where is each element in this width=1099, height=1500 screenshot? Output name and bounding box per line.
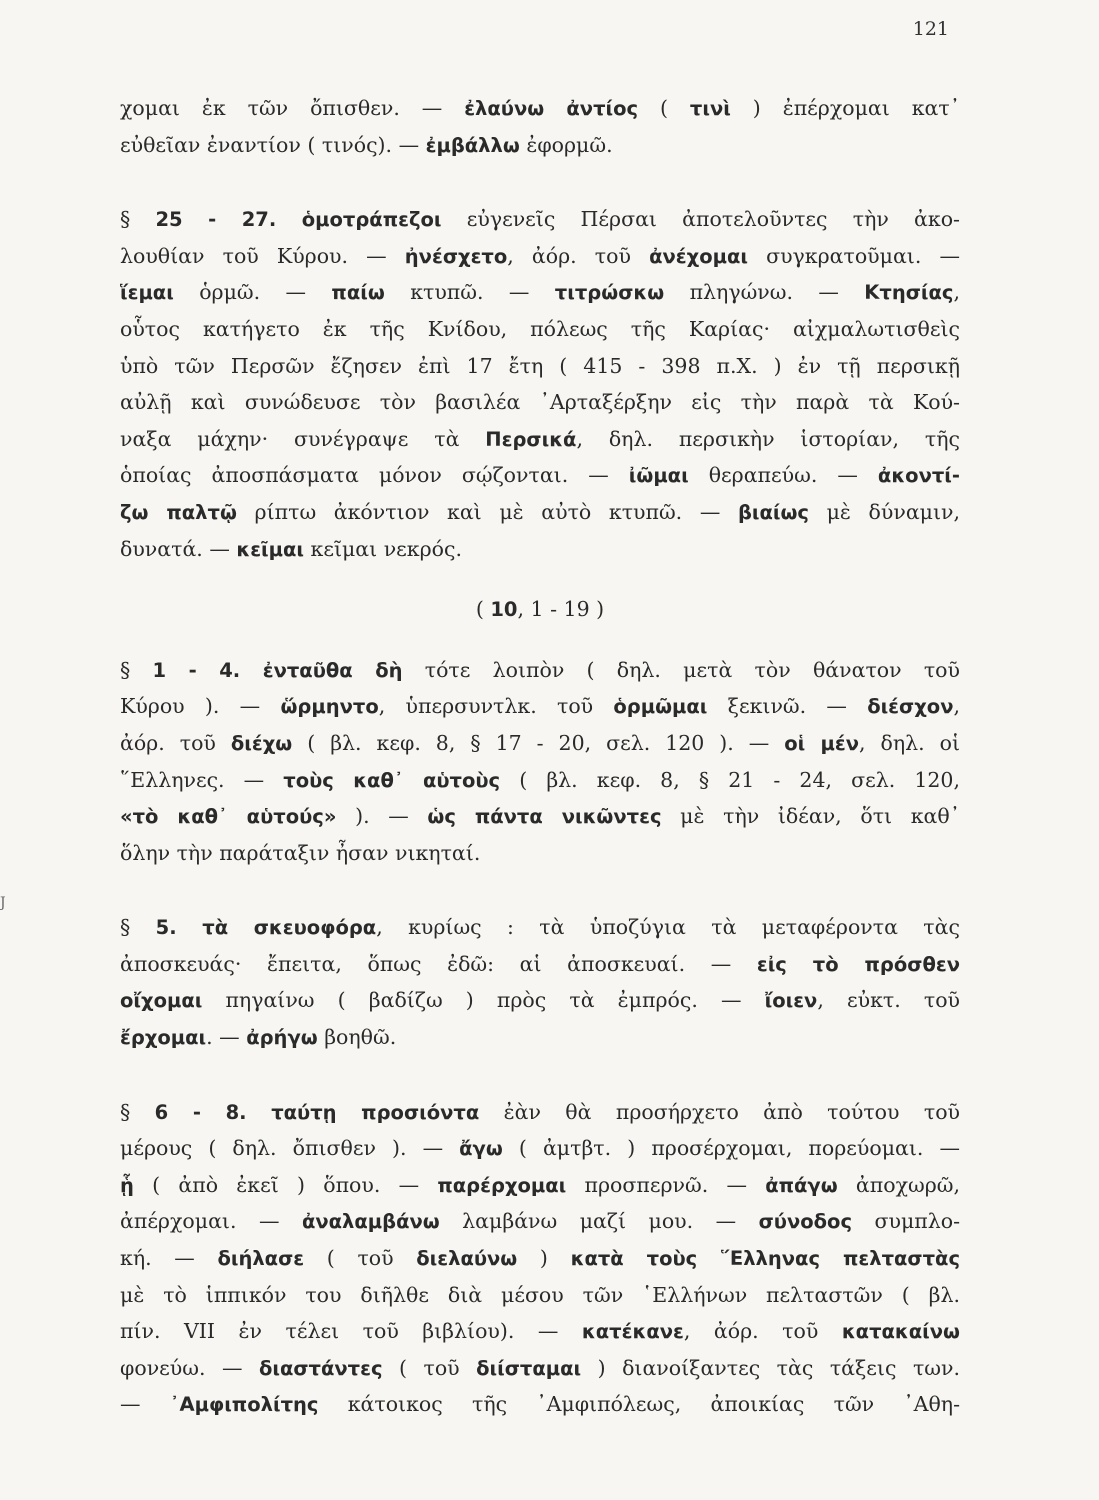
text-run: μὲ τὸ ἱππικόν του διῆλθε διὰ μέσου τῶν ῾Ελλήνων πελταστῶν ( βλ. xyxy=(120,1282,960,1307)
text-run: μὲ δύναμιν, xyxy=(809,499,960,524)
headword: 5. τὰ σκευοφόρα xyxy=(155,916,377,940)
headword: ἀναλαμβάνω xyxy=(301,1210,440,1234)
text-run: ἀπέρχομαι. — xyxy=(120,1209,302,1234)
headword: τοὺς καθ᾿ αὑτοὺς xyxy=(283,768,501,792)
text-line xyxy=(120,762,960,799)
headword: ἀνέχομαι xyxy=(649,244,748,268)
headword: 10 xyxy=(490,598,518,622)
text-run: , xyxy=(953,280,960,305)
text-line xyxy=(120,835,960,872)
text-line xyxy=(120,90,960,127)
text-run: χομαι ἐκ τῶν ὄπισθεν. — xyxy=(120,96,465,120)
text-run: ( τοῦ xyxy=(304,1246,417,1271)
headword: διήλασε xyxy=(217,1247,305,1271)
text-run: δυνατά. — xyxy=(120,536,237,561)
text-run: , ὑπερσυντλκ. τοῦ xyxy=(378,694,614,719)
headword: ἀπάγω xyxy=(765,1173,838,1197)
text-run: , xyxy=(953,694,960,719)
headword: οἴχομαι xyxy=(120,989,203,1013)
text-line xyxy=(120,1386,960,1423)
text-run: § xyxy=(120,207,156,232)
margin-mark: J xyxy=(0,895,6,911)
headword: διαστάντες xyxy=(258,1356,383,1380)
text-run: § xyxy=(120,657,153,682)
text-line xyxy=(120,946,960,983)
headword: ὡς πάντα νικῶντες xyxy=(427,805,662,829)
text-run: ἀποχωρῶ, xyxy=(837,1172,960,1197)
text-run: — xyxy=(120,1392,170,1417)
headword: ᾗ xyxy=(120,1173,134,1197)
text-line xyxy=(120,238,960,275)
text-run: , 1 - 19 ) xyxy=(517,597,605,622)
headword: Περσικά xyxy=(485,427,577,451)
headword: βιαίως xyxy=(737,500,809,524)
headword: ἵεμαι xyxy=(120,281,174,305)
text-run: μὲ τὴν ἰδέαν, ὅτι καθ᾿ xyxy=(661,804,960,829)
text-run: συγκρατοῦμαι. — xyxy=(747,243,960,268)
text-run: αὐλῇ καὶ συνώδευσε τὸν βασιλέα ᾿Αρταξέρξην εἰς τὴν παρὰ τὰ Κού- xyxy=(120,390,960,415)
text-run: ὑπὸ τῶν Περσῶν ἔζησεν ἐπὶ 17 ἔτη ( 415 - 398 π.Χ. ) ἐν τῇ περσικῇ xyxy=(120,353,960,378)
headword: παίω xyxy=(331,281,385,305)
headword: ὥρμηντο xyxy=(280,695,379,719)
headword: ἠνέσχετο xyxy=(404,244,508,268)
text-line xyxy=(120,1094,960,1131)
headword: 6 - 8. ταύτῃ προσιόντα xyxy=(154,1100,480,1124)
text-line xyxy=(120,982,960,1019)
text-line xyxy=(120,725,960,762)
text-run: πίν. VII ἐν τέλει τοῦ βιβλίου). — xyxy=(120,1319,582,1344)
headword: «τὸ καθ᾿ αὑτούς» xyxy=(120,805,337,829)
text-line xyxy=(120,457,960,494)
headword: τινὶ xyxy=(689,97,731,120)
text-run: εὐθεῖαν ἐναντίον ( τινός). — xyxy=(120,132,426,157)
text-run: πληγώνω. — xyxy=(664,280,865,305)
text-run: λαμβάνω μαζί μου. — xyxy=(439,1209,759,1234)
text-run: ( ἀμτβτ. ) προσέρχομαι, πορεύομαι. — xyxy=(502,1136,960,1161)
text-line xyxy=(120,1240,960,1277)
text-run: ( ἀπὸ ἐκεῖ ) ὅπου. — xyxy=(133,1172,438,1197)
text-line xyxy=(120,531,960,568)
text-run: ῞Ελληνες. — xyxy=(120,767,284,792)
text-line xyxy=(120,494,960,531)
text-line xyxy=(120,348,960,385)
text-run: ) xyxy=(517,1246,571,1271)
headword: ἀρήγω xyxy=(246,1026,318,1050)
text-run: οὗτος κατήγετο ἐκ τῆς Κνίδου, πόλεως τῆς Καρίας· αἰχμαλωτισθεὶς xyxy=(120,316,960,341)
text-run: λουθίαν τοῦ Κύρου. — xyxy=(120,243,405,268)
text-run: § xyxy=(120,1099,155,1124)
headword: ἐμβάλλω xyxy=(425,133,520,157)
headword: τιτρώσκω xyxy=(554,281,665,305)
headword: εἰς τὸ πρόσθεν xyxy=(756,952,960,976)
text-run: , δηλ. περσικὴν ἱστορίαν, τῆς xyxy=(576,426,960,451)
text-line xyxy=(120,127,960,164)
headword: σύνοδος xyxy=(758,1210,853,1234)
text-run: κάτοικος τῆς ᾿Αμφιπόλεως, ἀποικίας τῶν ᾿Αθη- xyxy=(318,1392,960,1417)
text-line xyxy=(120,1277,960,1314)
page-number: 121 xyxy=(912,18,949,40)
text-run: κεῖμαι νεκρός. xyxy=(304,536,462,561)
headword: ὁρμῶμαι xyxy=(613,695,708,719)
text-line xyxy=(120,688,960,725)
text-run: , ἀόρ. τοῦ xyxy=(683,1319,842,1344)
text-run: φονεύω. — xyxy=(120,1355,259,1380)
headword: ἰῶμαι xyxy=(628,464,689,488)
paragraph-gap xyxy=(120,1056,960,1094)
headword: κεῖμαι xyxy=(236,537,304,561)
headword: 25 - 27. ὁμοτράπεζοι xyxy=(155,208,442,232)
text-run: ). — xyxy=(336,804,428,829)
text-line xyxy=(120,1350,960,1387)
text-run: , κυρίως : τὰ ὑποζύγια τὰ μεταφέροντα τὰς xyxy=(376,915,960,940)
paragraph-gap xyxy=(120,871,960,909)
headword: ἔρχομαι xyxy=(120,1026,207,1050)
text-run: προσπερνῶ. — xyxy=(566,1172,766,1197)
text-run: ( xyxy=(475,597,491,622)
text-line xyxy=(120,384,960,421)
text-line xyxy=(120,1167,960,1204)
text-run: ἐφορμῶ. xyxy=(519,132,613,157)
text-run: . — xyxy=(206,1025,247,1050)
text-run: ναξα μάχην· συνέγραψε τὰ xyxy=(120,426,486,451)
text-run: ὁρμῶ. — xyxy=(173,280,332,305)
text-line xyxy=(120,798,960,835)
text-run: συμπλο- xyxy=(852,1209,960,1234)
text-run: § xyxy=(120,915,156,940)
text-line xyxy=(120,1019,960,1056)
text-run: ( βλ. κεφ. 8, § 17 - 20, σελ. 120 ). — xyxy=(292,730,785,755)
headword: παρέρχομαι xyxy=(437,1173,567,1197)
text-run: μέρους ( δηλ. ὄπισθεν ). — xyxy=(120,1136,460,1161)
headword: ἴοιεν xyxy=(764,989,818,1013)
headword: κατέκανε xyxy=(581,1320,684,1344)
paragraph-gap xyxy=(120,567,960,591)
text-run: ( xyxy=(638,96,690,120)
text-line xyxy=(120,201,960,238)
text-run: ρίπτω ἀκόντιον καὶ μὲ αὐτὸ κτυπῶ. — xyxy=(236,499,738,524)
text-run: εὐγενεῖς Πέρσαι ἀποτελοῦντες τὴν ἀκο- xyxy=(441,207,960,232)
headword: 1 - 4. ἐνταῦθα δὴ xyxy=(152,658,403,682)
headword: ἀκοντί- xyxy=(877,464,960,488)
text-run: ) διανοίξαντες τὰς τάξεις των. xyxy=(581,1355,960,1380)
page-body xyxy=(120,90,960,1423)
headword: κατὰ τοὺς ῞Ελληνας πελταστὰς xyxy=(570,1247,960,1271)
text-run: πηγαίνω ( βαδίζω ) πρὸς τὰ ἐμπρός. — xyxy=(202,988,765,1013)
headword: ᾿Αμφιπολίτης xyxy=(169,1393,319,1417)
paragraph-gap xyxy=(120,163,960,201)
text-run: , εὐκτ. τοῦ xyxy=(817,988,960,1013)
text-line xyxy=(120,1313,960,1350)
text-run: κτυπῶ. — xyxy=(384,280,555,305)
headword: ζω παλτῷ xyxy=(120,500,237,524)
text-run: ξεκινῶ. — xyxy=(707,694,868,719)
text-run: ὁποίας ἀποσπάσματα μόνον σῴζονται. — xyxy=(120,463,629,488)
headword: οἱ μέν xyxy=(784,731,860,755)
text-run: ἀποσκευάς· ἔπειτα, ὅπως ἐδῶ: αἱ ἀποσκευαί. — xyxy=(120,951,757,976)
text-line xyxy=(120,909,960,946)
text-line xyxy=(120,1203,960,1240)
text-run: ( τοῦ xyxy=(382,1355,477,1380)
text-run: ὅλην τὴν παράταξιν ἦσαν νικηταί. xyxy=(120,840,481,865)
headword: Κτησίας xyxy=(864,281,954,305)
headword: ἐλαύνω ἀντίος xyxy=(464,97,639,120)
text-run: ) ἐπέρχομαι κατ᾿ xyxy=(730,96,960,120)
headword: κατακαίνω xyxy=(841,1320,960,1344)
headword: διέχω xyxy=(230,731,293,755)
headword: διελαύνω xyxy=(416,1247,518,1271)
text-run: κή. — xyxy=(120,1246,218,1271)
paragraph-gap xyxy=(120,628,960,652)
text-line xyxy=(120,421,960,458)
text-line xyxy=(120,311,960,348)
text-run: ( βλ. κεφ. 8, § 21 - 24, σελ. 120, xyxy=(500,767,960,792)
text-line xyxy=(120,1130,960,1167)
text-run: βοηθῶ. xyxy=(317,1025,397,1050)
text-line xyxy=(120,652,960,689)
text-run: ἐὰν θὰ προσήρχετο ἀπὸ τούτου τοῦ xyxy=(479,1099,960,1124)
text-run: , ἀόρ. τοῦ xyxy=(507,243,650,268)
text-run: θεραπεύω. — xyxy=(688,463,878,488)
headword: διέσχον xyxy=(867,695,954,719)
headword: διίσταμαι xyxy=(476,1356,582,1380)
text-run: τότε λοιπὸν ( δηλ. μετὰ τὸν θάνατον τοῦ xyxy=(402,657,960,682)
headword: ἄγω xyxy=(459,1137,503,1161)
text-run: , δηλ. οἱ xyxy=(859,730,960,755)
text-run: Κύρου ). — xyxy=(120,694,281,719)
text-line xyxy=(120,274,960,311)
text-run: ἀόρ. τοῦ xyxy=(120,730,231,755)
text-line xyxy=(120,591,960,628)
